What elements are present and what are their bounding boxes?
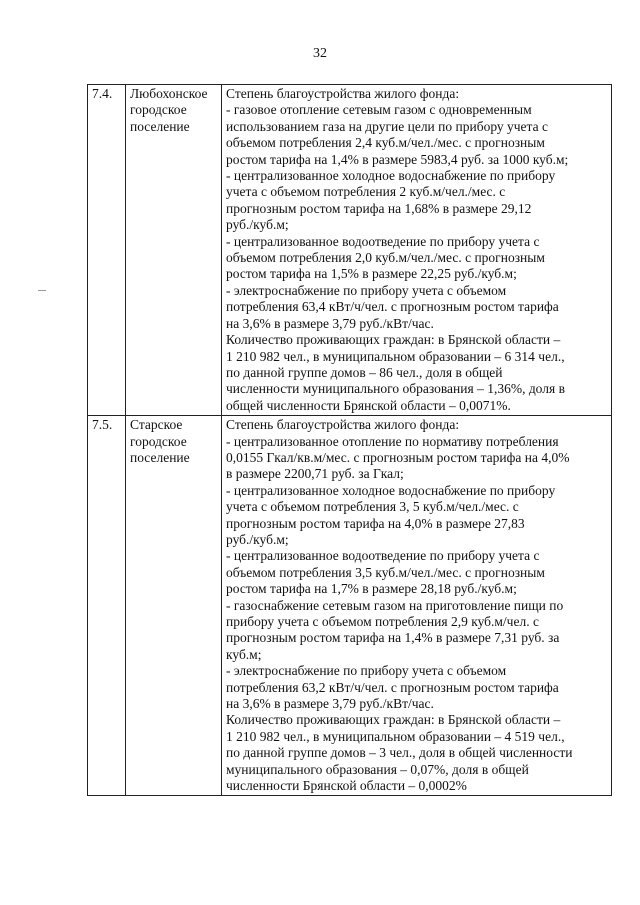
description-line: численности Брянской области – 0,0002% <box>226 778 467 794</box>
description-line: руб./куб.м; <box>226 531 289 547</box>
description-line: - централизованное отопление по нормативу потребления <box>226 433 559 449</box>
description-line: Степень благоустройства жилого фонда: <box>226 86 460 101</box>
description-line: ростом тарифа на 1,5% в размере 22,25 руб./куб.м; <box>226 266 517 282</box>
description-line: Степень благоустройства жилого фонда: <box>226 417 460 433</box>
tariff-table <box>87 84 612 796</box>
description-line: прогнозным ростом тарифа на 1,68% в размере 29,12 <box>226 200 532 216</box>
description-line: использованием газа на другие цели по прибору учета с <box>226 118 548 134</box>
settlement-name <box>126 85 222 416</box>
description-line: 1 210 982 чел., в муниципальном образовании – 4 519 чел., <box>226 728 565 744</box>
description-line: по данной группе домов – 3 чел., доля в общей численности <box>226 745 573 761</box>
housing-description <box>222 416 612 796</box>
description-line: потребления 63,2 кВт/ч/чел. с прогнозным ростом тарифа <box>226 679 559 695</box>
description-line: прогнозным ростом тарифа на 4,0% в размере 27,83 <box>226 515 525 531</box>
settlement-name-line: городское <box>130 102 187 118</box>
margin-mark <box>38 290 46 291</box>
description-line: - централизованное холодное водоснабжение по прибору <box>226 482 556 498</box>
description-line: - газоснабжение сетевым газом на приготовление пищи по <box>226 597 564 613</box>
description-line: объемом потребления 2,0 куб.м/чел./мес. с прогнозным <box>226 250 545 266</box>
page-number: 32 <box>313 46 327 61</box>
description-line: на 3,6% в размере 3,79 руб./кВт/час. <box>226 696 434 712</box>
settlement-name-line: Старское <box>130 417 183 433</box>
description-line: - газовое отопление сетевым газом с одновременным <box>226 102 532 118</box>
description-line: Количество проживающих граждан: в Брянской области – <box>226 712 561 728</box>
description-line: учета с объемом потребления 2 куб.м/чел./мес. с <box>226 184 506 200</box>
row-number: 7.5. <box>88 416 126 796</box>
description-line: Количество проживающих граждан: в Брянской области – <box>226 332 561 348</box>
settlement-name-line: Любохонское <box>130 86 208 101</box>
description-line: муниципального образования – 0,07%, доля в общей <box>226 761 529 777</box>
description-line: - электроснабжение по прибору учета с объемом <box>226 282 507 298</box>
settlement-name-line: городское <box>130 433 187 449</box>
settlement-name-line: поселение <box>130 118 190 134</box>
description-line: - централизованное водоотведение по прибору учета с <box>226 233 540 249</box>
description-line: - централизованное водоотведение по прибору учета с <box>226 548 540 564</box>
description-line: на 3,6% в размере 3,79 руб./кВт/час. <box>226 315 434 331</box>
housing-description <box>222 85 612 416</box>
description-line: учета с объемом потребления 3, 5 куб.м/чел./мес. с <box>226 499 519 515</box>
settlement-name <box>126 416 222 796</box>
table-row <box>88 416 612 796</box>
description-line: руб./куб.м; <box>226 217 289 233</box>
description-line: куб.м; <box>226 646 262 662</box>
description-line: ростом тарифа на 1,7% в размере 28,18 руб./куб.м; <box>226 581 517 597</box>
description-line: численности муниципального образования – 1,36%, доля в <box>226 381 565 397</box>
description-line: объемом потребления 3,5 куб.м/чел./мес. с прогнозным <box>226 564 545 580</box>
description-line: 0,0155 Гкал/кв.м/мес. с прогнозным ростом тарифа на 4,0% <box>226 449 570 465</box>
table-row <box>88 85 612 416</box>
description-line: объемом потребления 2,4 куб.м/чел./мес. с прогнозным <box>226 135 545 151</box>
description-line: - электроснабжение по прибору учета с объемом <box>226 663 507 679</box>
description-line: 1 210 982 чел., в муниципальном образовании – 6 314 чел., <box>226 348 565 364</box>
table-body <box>88 85 612 796</box>
row-number: 7.4. <box>88 85 126 416</box>
description-line: ростом тарифа на 1,4% в размере 5983,4 руб. за 1000 куб.м; <box>226 151 569 167</box>
description-line: потребления 63,4 кВт/ч/чел. с прогнозным ростом тарифа <box>226 299 559 315</box>
description-line: - централизованное холодное водоснабжение по прибору <box>226 168 556 184</box>
description-line: общей численности Брянской области – 0,0071%. <box>226 397 511 413</box>
description-line: прибору учета с объемом потребления 2,9 куб.м/чел. с <box>226 614 539 629</box>
description-line: прогнозным ростом тарифа на 1,4% в размере 7,31 руб. за <box>226 630 560 646</box>
settlement-name-line: поселение <box>130 449 190 465</box>
description-line: в размере 2200,71 руб. за Гкал; <box>226 466 404 482</box>
description-line: по данной группе домов – 86 чел., доля в общей <box>226 364 503 380</box>
